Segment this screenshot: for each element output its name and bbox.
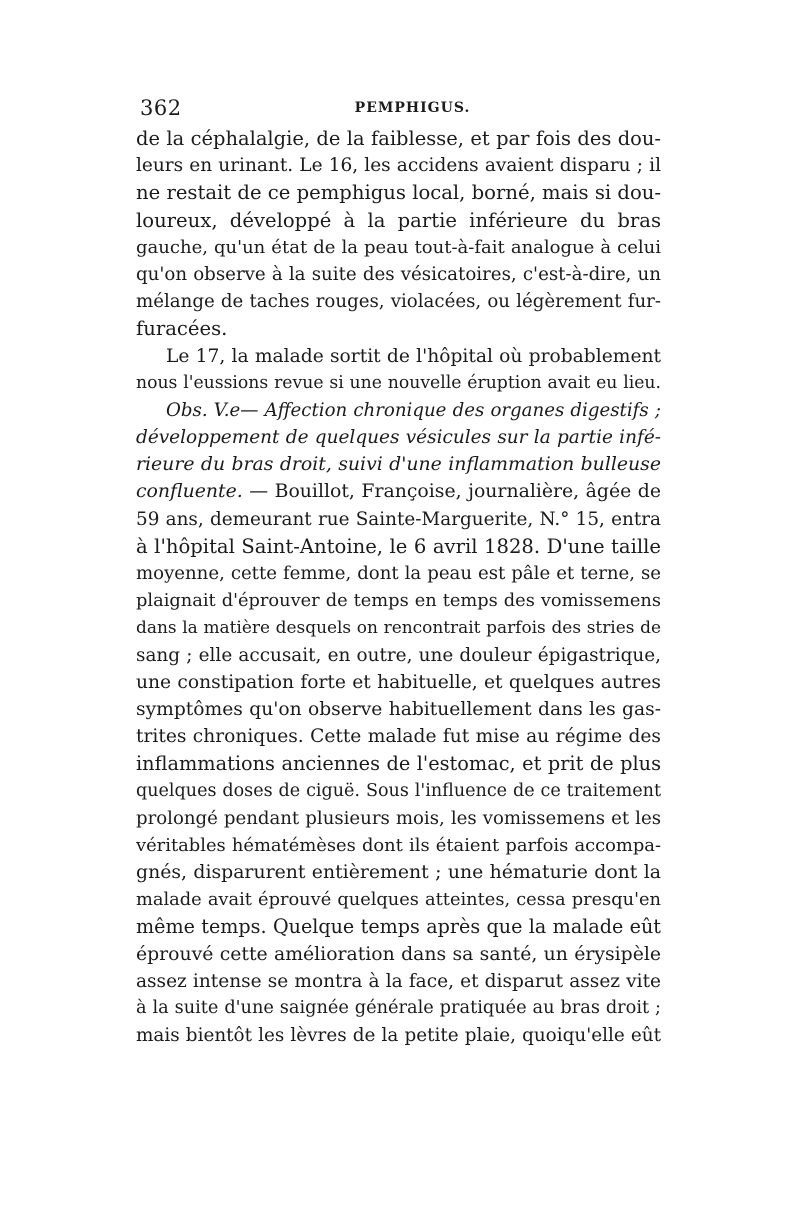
text-line: leurs en urinant. Le 16, les accidens avaient disparu ; il [136, 155, 661, 177]
observation-title-line: développement de quelques vésicules sur la partie infé- [136, 427, 661, 449]
text-line: une constipation forte et habituelle, et quelques autres [136, 671, 661, 693]
observation-title-end: confluente. [136, 481, 243, 503]
text-line: mélange de taches rouges, violacées, ou légèrement fur- [136, 291, 661, 313]
observation-heading-line [136, 397, 661, 424]
text-line: éprouvé cette amélioration dans sa santé, un érysipèle [136, 943, 661, 965]
observation-title: Affection chronique des organes digestifs ; [264, 399, 661, 421]
text-line: sang ; elle accusait, en outre, une douleur épigastrique, [136, 644, 661, 666]
text-line: plaignait d'éprouver de temps en temps des vomissemens [136, 590, 661, 612]
observation-dash: — [240, 399, 265, 421]
observation-title-line: rieure du bras droit, suivi d'une inflammation bulleuse [136, 454, 661, 476]
observation-label: Obs. V.e [166, 399, 241, 421]
text-line: gnés, disparurent entièrement ; une hématurie dont la [136, 862, 661, 884]
text-line: assez intense se montra à la face, et disparut assez vite [136, 970, 661, 992]
page-number: 362 [140, 96, 182, 120]
text-line: prolongé pendant plusieurs mois, les vomissemens et les [136, 807, 661, 829]
observation-patient: — Bouillot, Françoise, journalière, âgée de [242, 481, 661, 503]
text-line [136, 478, 661, 505]
text-line: symptômes qu'on observe habituellement dans les gas- [136, 698, 661, 720]
text-line: trites chroniques. Cette malade fut mise au régime des [136, 726, 661, 748]
text-line: nous l'eussions revue si une nouvelle éruption avait eu lieu. [136, 372, 661, 393]
text-line: 59 ans, demeurant rue Sainte-Marguerite, N.° 15, entra [136, 508, 661, 530]
text-line: Le 17, la malade sortit de l'hôpital où probablement [166, 345, 661, 367]
text-line: gauche, qu'un état de la peau tout-à-fait analogue à celui [136, 236, 661, 258]
text-line: véritables hématémèses dont ils étaient parfois accompa- [136, 834, 661, 856]
text-line: même temps. Quelque temps après que la malade eût [136, 915, 661, 939]
text-line: quelques doses de ciguë. Sous l'influence de ce traitement [136, 780, 661, 801]
body-text [136, 125, 661, 1049]
text-line: à l'hôpital Saint-Antoine, le 6 avril 1828. D'une taille [136, 534, 661, 558]
text-line: de la céphalalgie, de la faiblesse, et par fois des dou- [136, 127, 661, 150]
running-head [140, 96, 655, 120]
text-line: dans la matière desquels on rencontrait parfois des stries de [136, 617, 661, 638]
text-line: furacées. [136, 317, 228, 341]
text-line: loureux, développé à la partie inférieure du bras [136, 208, 661, 232]
text-line: inflammations anciennes de l'estomac, et prit de plus [136, 752, 661, 776]
text-line: mais bientôt les lèvres de la petite plaie, quoiqu'elle eût [136, 1025, 661, 1047]
text-line: moyenne, cette femme, dont la peau est pâle et terne, se [136, 563, 661, 584]
text-line: à la suite d'une saignée générale pratiquée au bras droit ; [136, 998, 661, 1018]
text-line: ne restait de ce pemphigus local, borné, mais si dou- [136, 181, 661, 205]
running-title: PEMPHIGUS. [354, 100, 471, 116]
text-line: malade avait éprouvé quelques atteintes, cessa presqu'en [136, 889, 661, 911]
text-line: qu'on observe à la suite des vésicatoires, c'est-à-dire, un [136, 263, 661, 285]
